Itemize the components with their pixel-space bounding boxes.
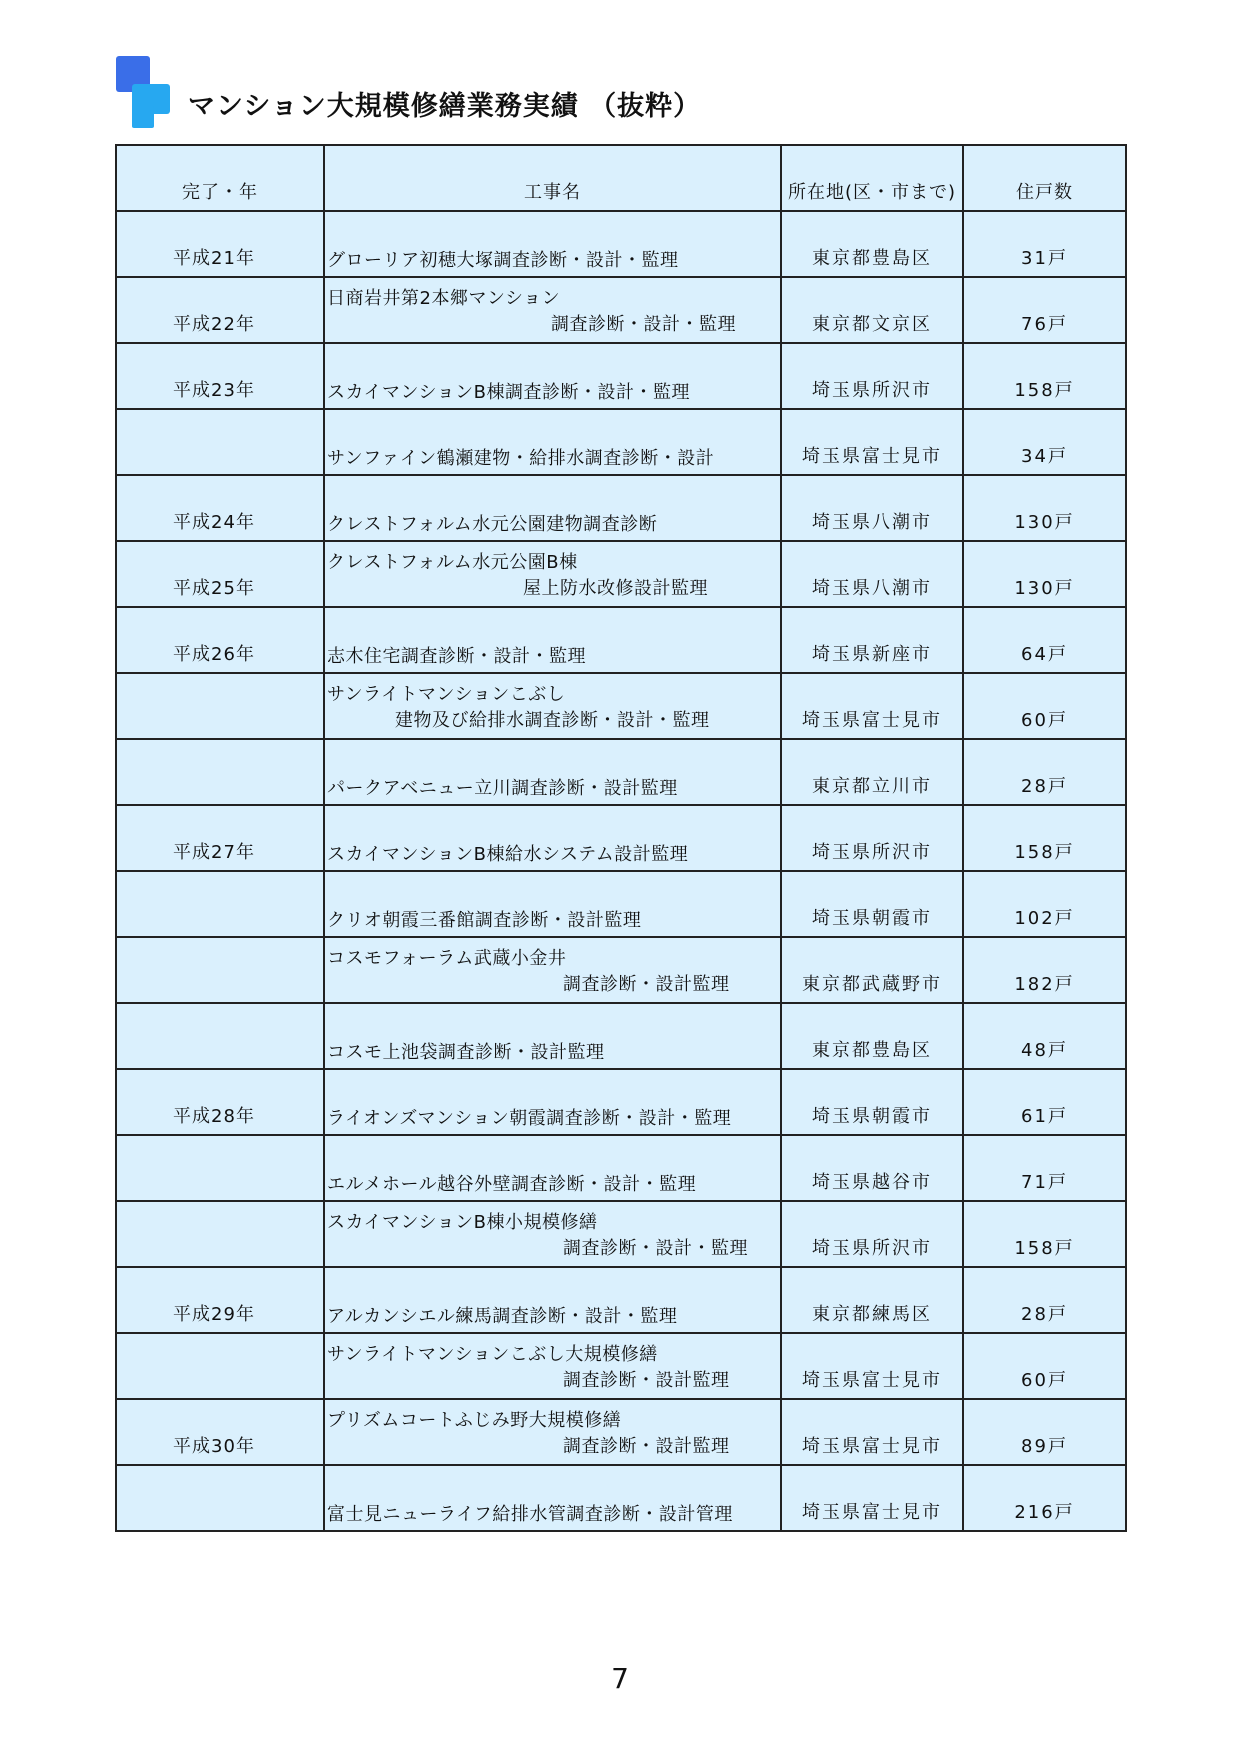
cell-units: 216戸 xyxy=(963,1465,1126,1531)
table-row xyxy=(116,277,1126,343)
table-row xyxy=(116,739,1126,805)
cell-year: 平成22年 xyxy=(116,277,324,343)
header-location: 所在地(区・市まで) xyxy=(781,145,963,211)
cell-project-name: 日商岩井第2本郷マンション 調査診断・設計・監理 xyxy=(324,277,781,343)
cell-units: 31戸 xyxy=(963,211,1126,277)
cell-units: 64戸 xyxy=(963,607,1126,673)
cell-location: 埼玉県富士見市 xyxy=(781,1465,963,1531)
cell-location: 埼玉県所沢市 xyxy=(781,1201,963,1267)
table-row xyxy=(116,1069,1126,1135)
title-block xyxy=(116,56,916,128)
cell-year: 平成26年 xyxy=(116,607,324,673)
table-row xyxy=(116,1399,1126,1465)
cell-units: 130戸 xyxy=(963,475,1126,541)
cell-project-name: スカイマンションB棟調査診断・設計・監理 xyxy=(324,343,781,409)
cell-year: 平成21年 xyxy=(116,211,324,277)
cell-units: 60戸 xyxy=(963,1333,1126,1399)
header-units: 住戸数 xyxy=(963,145,1126,211)
page-number: 7 xyxy=(611,1662,629,1695)
logo-icon xyxy=(116,56,176,128)
table-row xyxy=(116,343,1126,409)
cell-units: 28戸 xyxy=(963,739,1126,805)
cell-location: 埼玉県八潮市 xyxy=(781,541,963,607)
cell-project-name: クリオ朝霞三番館調査診断・設計監理 xyxy=(324,871,781,937)
cell-units: 158戸 xyxy=(963,805,1126,871)
cell-units: 34戸 xyxy=(963,409,1126,475)
cell-project-name: クレストフォルム水元公園B棟 屋上防水改修設計監理 xyxy=(324,541,781,607)
table-row xyxy=(116,1465,1126,1531)
cell-units: 28戸 xyxy=(963,1267,1126,1333)
cell-project-name: 志木住宅調査診断・設計・監理 xyxy=(324,607,781,673)
cell-year xyxy=(116,871,324,937)
cell-project-name: クレストフォルム水元公園建物調査診断 xyxy=(324,475,781,541)
cell-project-name: ライオンズマンション朝霞調査診断・設計・監理 xyxy=(324,1069,781,1135)
table-row xyxy=(116,1135,1126,1201)
cell-location: 埼玉県朝霞市 xyxy=(781,871,963,937)
cell-location: 埼玉県所沢市 xyxy=(781,805,963,871)
cell-year xyxy=(116,409,324,475)
cell-year xyxy=(116,1003,324,1069)
table-row xyxy=(116,673,1126,739)
cell-location: 東京都武蔵野市 xyxy=(781,937,963,1003)
cell-project-name: グローリア初穂大塚調査診断・設計・監理 xyxy=(324,211,781,277)
cell-location: 東京都文京区 xyxy=(781,277,963,343)
cell-location: 東京都練馬区 xyxy=(781,1267,963,1333)
cell-units: 61戸 xyxy=(963,1069,1126,1135)
cell-year: 平成28年 xyxy=(116,1069,324,1135)
cell-units: 102戸 xyxy=(963,871,1126,937)
cell-year: 平成24年 xyxy=(116,475,324,541)
cell-project-name: コスモフォーラム武蔵小金井 調査診断・設計監理 xyxy=(324,937,781,1003)
cell-project-name: コスモ上池袋調査診断・設計監理 xyxy=(324,1003,781,1069)
cell-location: 埼玉県富士見市 xyxy=(781,1333,963,1399)
cell-year: 平成25年 xyxy=(116,541,324,607)
records-table xyxy=(115,144,1127,1532)
cell-location: 埼玉県富士見市 xyxy=(781,1399,963,1465)
cell-year xyxy=(116,739,324,805)
cell-project-name: サンライトマンションこぶし大規模修繕 調査診断・設計監理 xyxy=(324,1333,781,1399)
cell-year xyxy=(116,1333,324,1399)
table-row xyxy=(116,1003,1126,1069)
page-title: マンション大規模修繕業務実績 （抜粋） xyxy=(188,91,702,122)
cell-units: 158戸 xyxy=(963,343,1126,409)
cell-project-name: サンファイン鶴瀬建物・給排水調査診断・設計 xyxy=(324,409,781,475)
header-year: 完了・年 xyxy=(116,145,324,211)
table-row xyxy=(116,475,1126,541)
cell-year xyxy=(116,937,324,1003)
table-row xyxy=(116,607,1126,673)
cell-units: 60戸 xyxy=(963,673,1126,739)
cell-project-name: プリズムコートふじみ野大規模修繕 調査診断・設計監理 xyxy=(324,1399,781,1465)
cell-location: 埼玉県朝霞市 xyxy=(781,1069,963,1135)
cell-year: 平成29年 xyxy=(116,1267,324,1333)
cell-location: 埼玉県八潮市 xyxy=(781,475,963,541)
cell-project-name: 富士見ニューライフ給排水管調査診断・設計管理 xyxy=(324,1465,781,1531)
table-row xyxy=(116,1267,1126,1333)
cell-project-name: スカイマンションB棟小規模修繕 調査診断・設計・監理 xyxy=(324,1201,781,1267)
cell-project-name: パークアベニュー立川調査診断・設計監理 xyxy=(324,739,781,805)
cell-year xyxy=(116,1201,324,1267)
cell-units: 158戸 xyxy=(963,1201,1126,1267)
cell-location: 東京都豊島区 xyxy=(781,1003,963,1069)
table-header-row xyxy=(116,145,1126,211)
cell-units: 182戸 xyxy=(963,937,1126,1003)
table-row xyxy=(116,1333,1126,1399)
table-row xyxy=(116,1201,1126,1267)
table-row xyxy=(116,211,1126,277)
cell-year xyxy=(116,1465,324,1531)
cell-units: 89戸 xyxy=(963,1399,1126,1465)
cell-location: 東京都豊島区 xyxy=(781,211,963,277)
table-row xyxy=(116,937,1126,1003)
cell-units: 71戸 xyxy=(963,1135,1126,1201)
table-row xyxy=(116,871,1126,937)
cell-project-name: エルメホール越谷外壁調査診断・設計・監理 xyxy=(324,1135,781,1201)
cell-location: 東京都立川市 xyxy=(781,739,963,805)
cell-location: 埼玉県新座市 xyxy=(781,607,963,673)
table-row xyxy=(116,409,1126,475)
header-name: 工事名 xyxy=(324,145,781,211)
cell-year xyxy=(116,1135,324,1201)
cell-location: 埼玉県越谷市 xyxy=(781,1135,963,1201)
cell-units: 130戸 xyxy=(963,541,1126,607)
cell-location: 埼玉県所沢市 xyxy=(781,343,963,409)
cell-year: 平成27年 xyxy=(116,805,324,871)
cell-year xyxy=(116,673,324,739)
table-row xyxy=(116,805,1126,871)
cell-year: 平成30年 xyxy=(116,1399,324,1465)
cell-project-name: アルカンシエル練馬調査診断・設計・監理 xyxy=(324,1267,781,1333)
cell-year: 平成23年 xyxy=(116,343,324,409)
cell-project-name: サンライトマンションこぶし 建物及び給排水調査診断・設計・監理 xyxy=(324,673,781,739)
cell-location: 埼玉県富士見市 xyxy=(781,673,963,739)
cell-units: 48戸 xyxy=(963,1003,1126,1069)
cell-units: 76戸 xyxy=(963,277,1126,343)
table-row xyxy=(116,541,1126,607)
cell-project-name: スカイマンションB棟給水システム設計監理 xyxy=(324,805,781,871)
cell-location: 埼玉県富士見市 xyxy=(781,409,963,475)
